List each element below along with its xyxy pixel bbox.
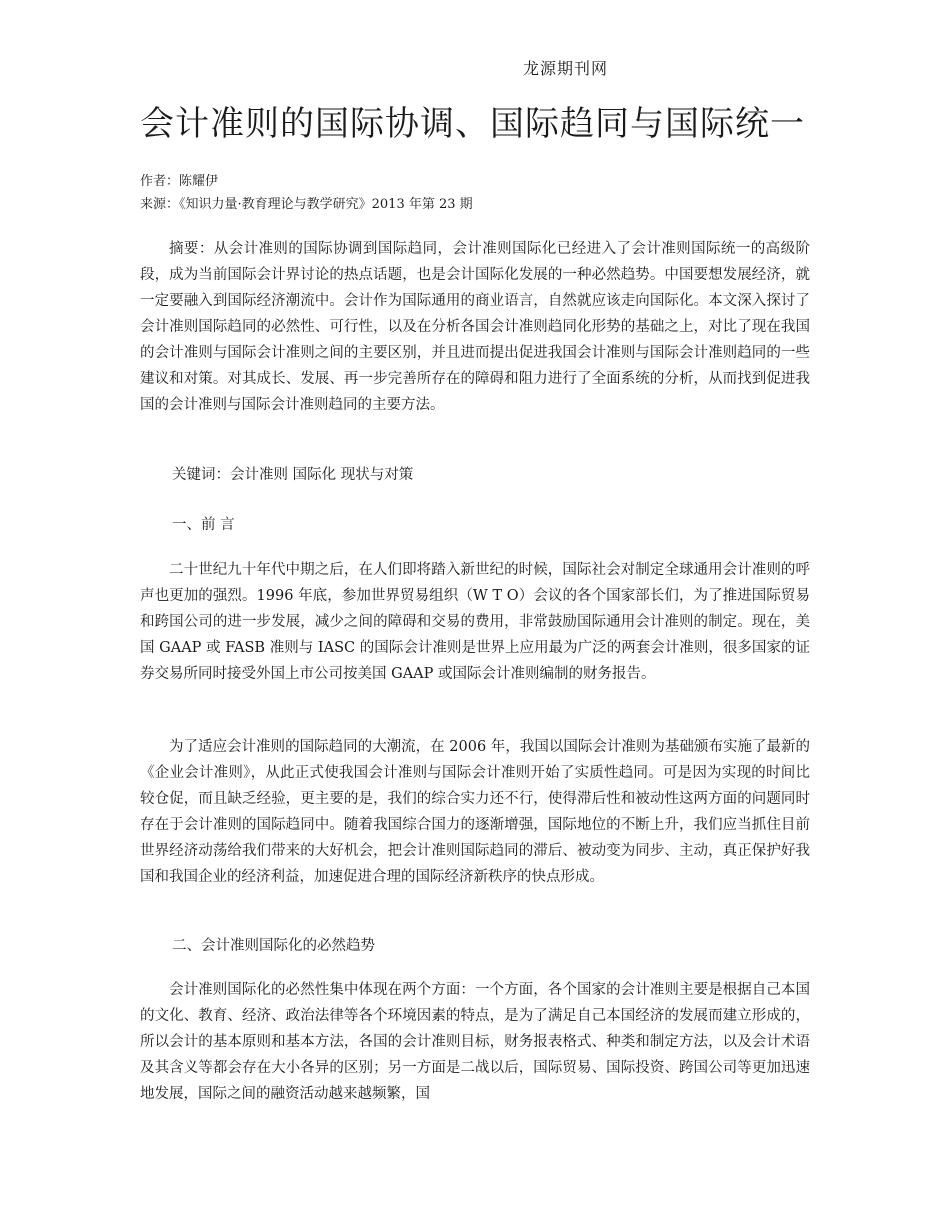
- article-title: 会计准则的国际协调、国际趋同与国际统一: [140, 104, 805, 144]
- abstract-paragraph: 摘要：从会计准则的国际协调到国际趋同，会计准则国际化已经进入了会计准则国际统一的高级阶段，成为当前国际会计界讨论的热点话题，也是会计国际化发展的一种必然趋势。中国要想发展经济，就一定要融入到国际经济潮流中。会计作为国际通用的商业语言，自然就应该走向国际化。本文深入探讨了会计准则国际趋同的必然性、可行性，以及在分析各国会计准则趋同化形势的基础之上，对比了现在我国的会计准则与国际会计准则之间的主要区别，并且进而提出促进我国会计准则与国际会计准则趋同的一些建议和对策。对其成长、发展、再一步完善所存在的障碍和阻力进行了全面系统的分析，从而找到促进我国的会计准则与国际会计准则趋同的主要方法。: [140, 241, 810, 413]
- body-paragraph-3: 会计准则国际化的必然性集中体现在两个方面：一个方面，各个国家的会计准则主要是根据自己本国的文化、教育、经济、政治法律等各个环境因素的特点，是为了满足自己本国经济的发展而建立形成的，所以会计的基本原则和基本方法，各国的会计准则目标，财务报表格式、种类和制定方法，以及会计术语及其含义等都会存在大小各异的区别；另一方面是二战以后，国际贸易、国际投资、跨国公司等更加迅速地发展，国际之间的融资活动越来越频繁，国: [140, 982, 810, 1102]
- source-line: 来源：《知识力量·教育理论与教学研究》2013 年第 23 期: [140, 197, 473, 212]
- keywords-line: 关键词：会计准则 国际化 现状与对策: [172, 467, 414, 483]
- section-heading-trend: 二、会计准则国际化的必然趋势: [172, 938, 375, 954]
- body-paragraph-2: 为了适应会计准则的国际趋同的大潮流，在 2006 年，我国以国际会计准则为基础颁布实施了最新的《企业会计准则》，从此正式使我国会计准则与国际会计准则开始了实质性趋同。可是因为实现的时间比较仓促，而且缺乏经验，更主要的是，我们的综合实力还不行，使得滞后性和被动性这两方面的问题同时存在于会计准则的国际趋同中。随着我国综合国力的逐渐增强，国际地位的不断上升，我们应当抓住目前世界经济动荡给我们带来的大好机会，把会计准则国际趋同的滞后、被动变为同步、主动，真正保护好我国和我国企业的经济利益，加速促进合理的国际经济新秩序的快点形成。: [140, 739, 810, 885]
- section-heading-introduction: 一、前 言: [172, 517, 235, 533]
- site-name: 龙源期刊网: [523, 59, 609, 78]
- body-paragraph-1: 二十世纪九十年代中期之后，在人们即将踏入新世纪的时候，国际社会对制定全球通用会计准则的呼声也更加的强烈。1996 年底，参加世界贸易组织（W T O）会议的各个国家部长们，为了推进国际贸易和跨国公司的进一步发展，减少之间的障碍和交易的费用，非常鼓励国际通用会计准则的制定。现在，美国 GAAP 或 FASB 准则与 IASC 的国际会计准则是世界上应用最为广泛的两套会计准则，很多国家的证券交易所同时接受外国上市公司按美国 GAAP 或国际会计准则编制的财务报告。: [140, 562, 810, 682]
- author-line: 作者：陈耀伊: [140, 174, 219, 189]
